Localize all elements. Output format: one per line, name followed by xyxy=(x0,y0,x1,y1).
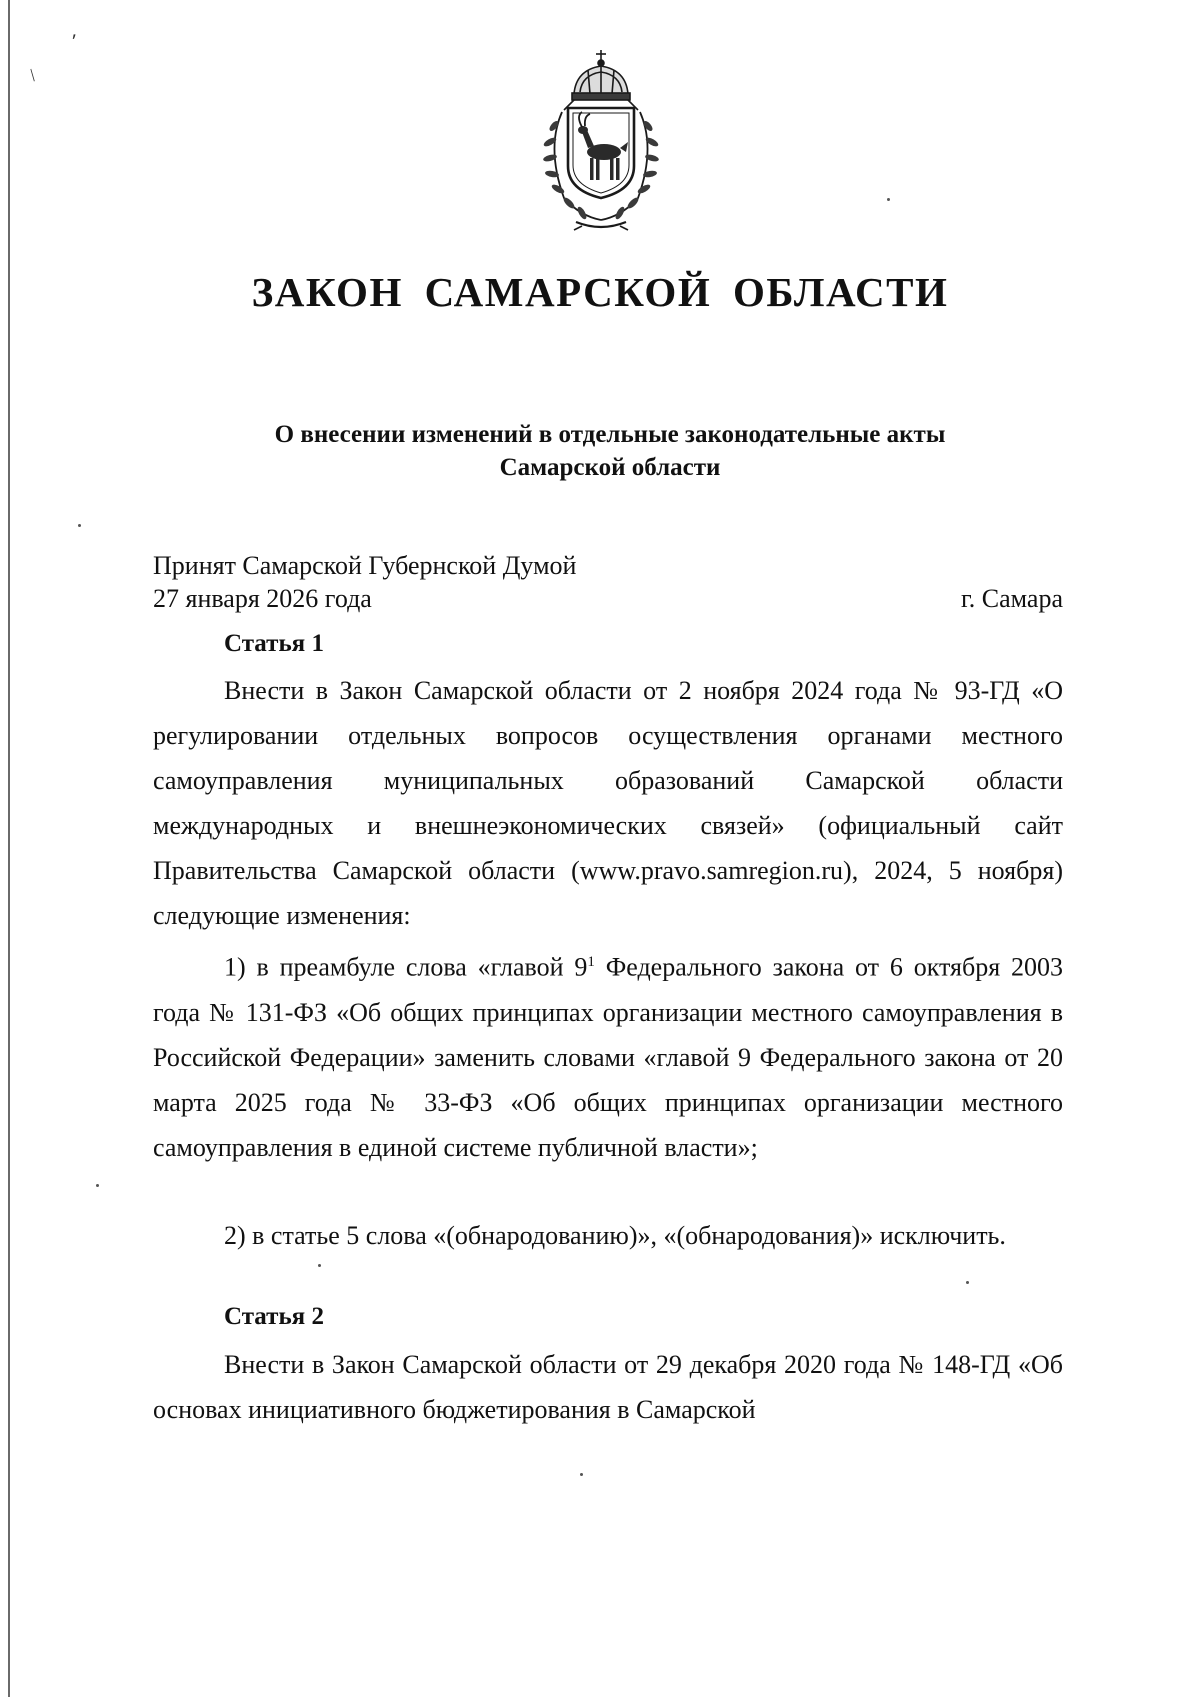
adoption-city: г. Самара xyxy=(961,584,1063,613)
adoption-block xyxy=(153,549,1063,615)
scan-dot xyxy=(887,198,890,201)
scan-dot xyxy=(580,1473,583,1476)
item-1-superscript: 1 xyxy=(587,954,595,970)
law-title: ЗАКОН САМАРСКОЙ ОБЛАСТИ xyxy=(251,269,949,315)
article-2-heading: Статья 2 xyxy=(224,1303,324,1330)
law-subtitle xyxy=(150,418,1070,484)
adopted-by: Принят Самарской Губернской Думой xyxy=(153,551,577,580)
coat-of-arms-emblem xyxy=(524,48,678,232)
scan-mark: / xyxy=(24,65,41,85)
scan-dot xyxy=(318,1264,321,1267)
scan-dot xyxy=(966,1281,969,1284)
item-1-text-end: Федерального закона от 6 октября 2003 года № 131-ФЗ «Об общих принципах организации местного самоуправления в Российской Федерации» заменить словами «главой 9 Федерального закона от 20 марта 2025 года № 33-ФЗ «Об общих принципах организации местного самоуправления в единой системе публичной власти»; xyxy=(153,952,1064,1162)
scan-dot xyxy=(96,1184,99,1187)
scan-dot xyxy=(78,524,81,527)
article-1-item-1 xyxy=(153,940,1063,1170)
law-subtitle-line: Самарской области xyxy=(499,454,721,481)
scan-mark: ⸴ xyxy=(72,23,77,43)
article-1-intro: Внести в Закон Самарской области от 2 ноября 2024 года № 93-ГД «О регулировании отдельных вопросов осуществления органами местного самоуправления муниципальных образований Самарской области международных и внешнеэкономических связей» (официальный сайт Правительства Самарской области (www.pravo.samregion.ru), 2024, 5 ноября) следующие изменения: xyxy=(153,676,1063,930)
scan-edge-line xyxy=(8,0,10,1697)
adoption-date: 27 января 2026 года xyxy=(153,584,372,613)
article-1-heading: Статья 1 xyxy=(224,630,324,657)
article-2-intro: Внести в Закон Самарской области от 29 декабря 2020 года № 148-ГД «Об основах инициативного бюджетирования в Самарской xyxy=(153,1350,1063,1424)
article-1-item-2: 2) в статье 5 слова «(обнародованию)», «(обнародования)» исключить. xyxy=(224,1221,1006,1250)
law-subtitle-line: О внесении изменений в отдельные законодательные акты xyxy=(274,421,946,448)
item-1-text-start: 1) в преамбуле слова «главой 9 xyxy=(224,952,588,982)
